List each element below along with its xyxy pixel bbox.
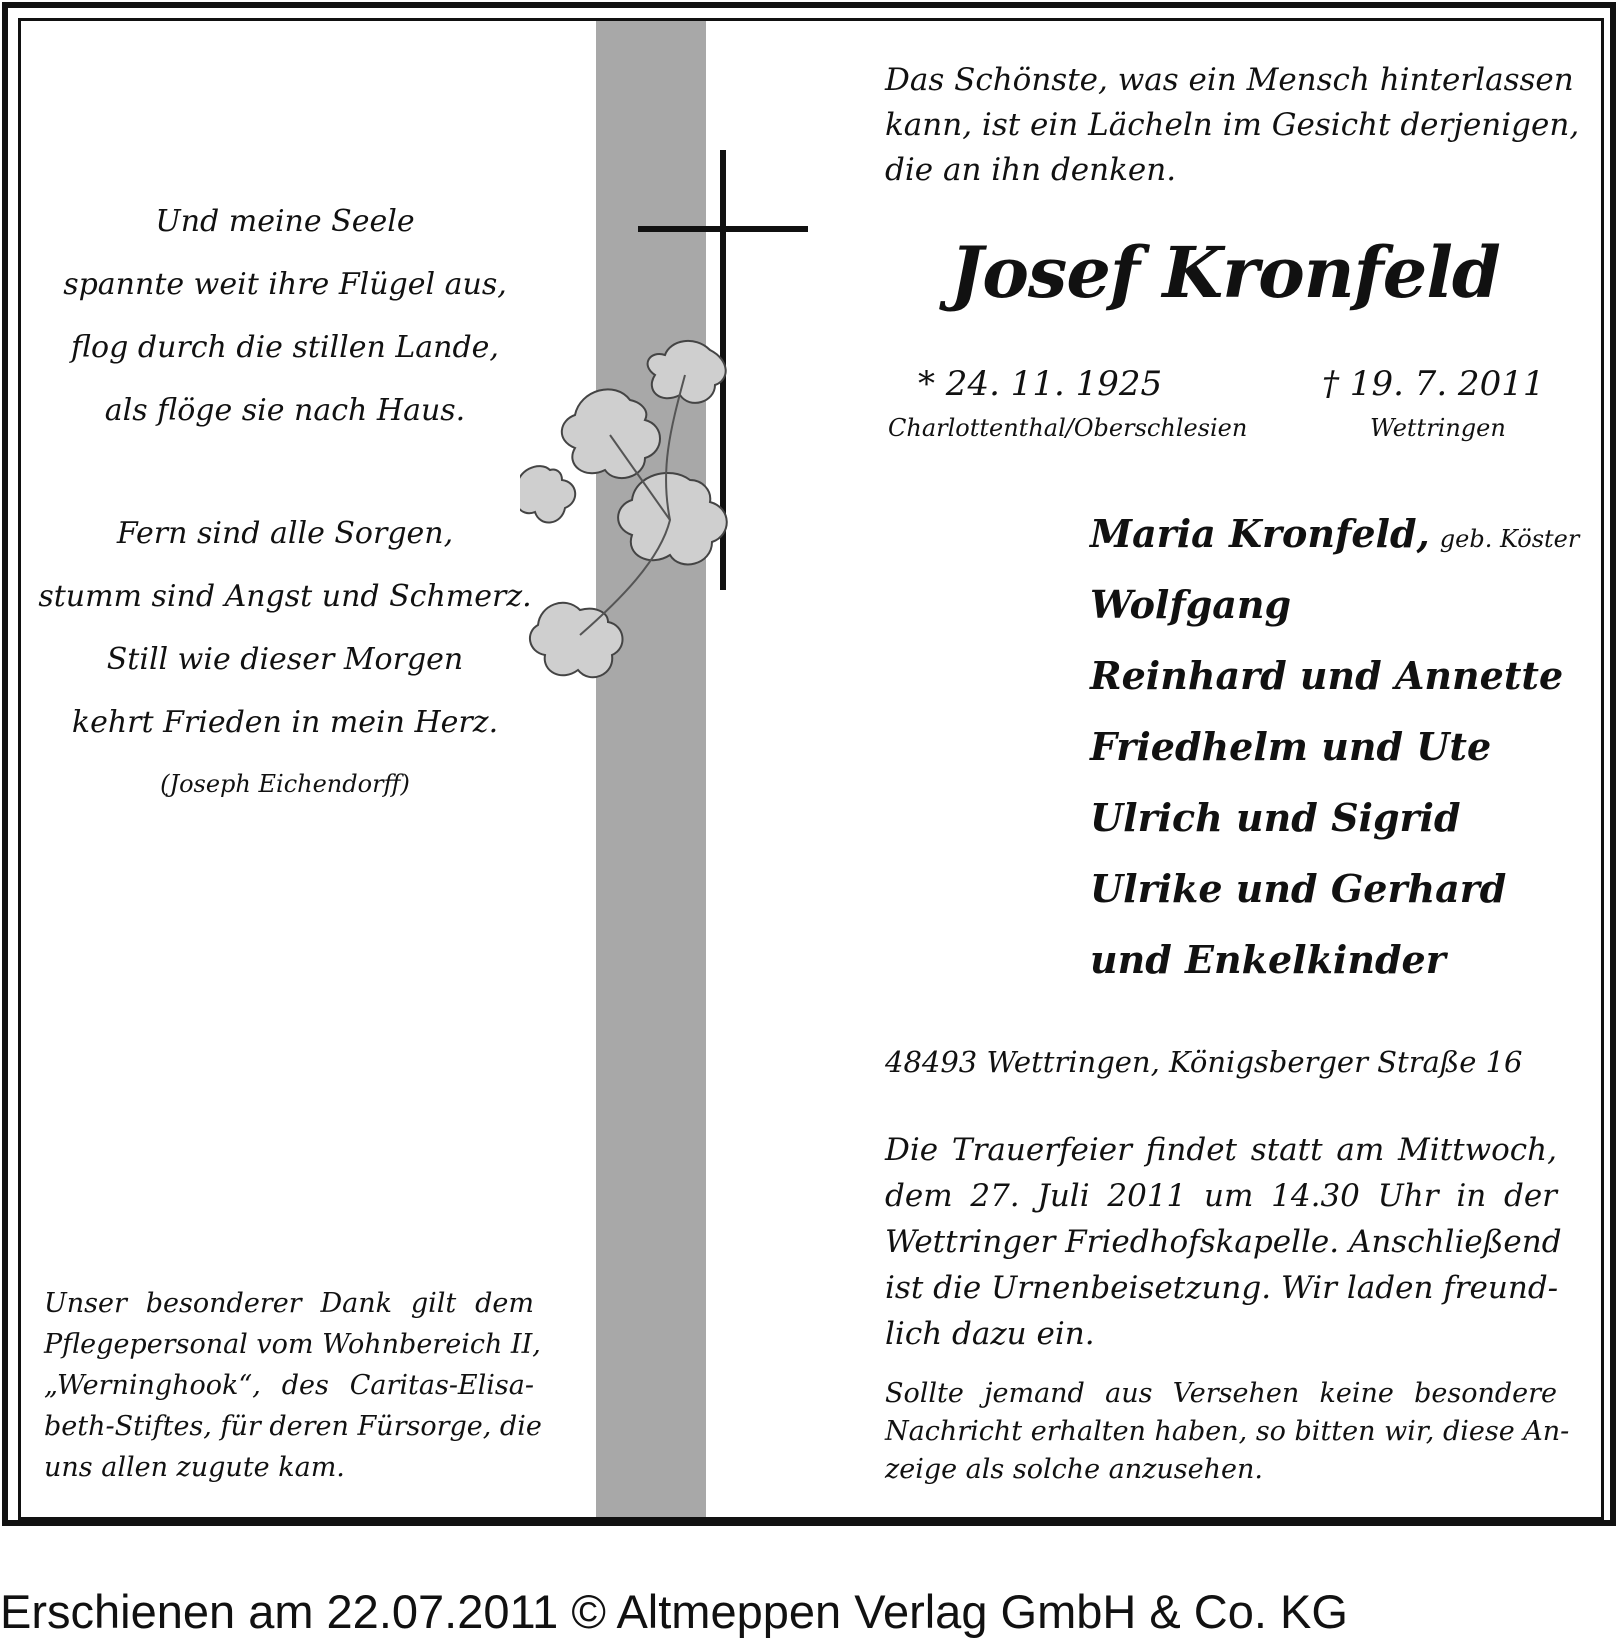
notice-line: Nachricht erhalten haben, so bitten wir, diese An- bbox=[885, 1416, 1570, 1447]
ceremony-paragraph bbox=[885, 1127, 1562, 1357]
mourner-line: und Enkelkinder bbox=[1090, 937, 1446, 982]
poem-line: Fern sind alle Sorgen, bbox=[116, 516, 454, 551]
ceremony-line: ist die Urnenbeisetzung. Wir laden freund- bbox=[885, 1270, 1559, 1306]
death-date: † 19. 7. 2011 bbox=[1322, 364, 1545, 404]
address: 48493 Wettringen, Königsberger Straße 16 bbox=[885, 1045, 1523, 1079]
deceased-name: Josef Kronfeld bbox=[950, 231, 1500, 314]
poem-author: (Joseph Eichendorff) bbox=[160, 770, 410, 798]
notice-line: Sollte jemand aus Versehen keine besondere bbox=[885, 1378, 1557, 1409]
death-place: Wettringen bbox=[1370, 414, 1506, 442]
thanks-paragraph bbox=[44, 1283, 542, 1488]
mourner-line bbox=[1090, 498, 1610, 569]
thanks-line: uns allen zugute kam. bbox=[44, 1452, 345, 1483]
poem-line: stumm sind Angst und Schmerz. bbox=[38, 579, 532, 614]
ivy-leaves-icon bbox=[520, 341, 727, 677]
mourners-list bbox=[1090, 498, 1610, 995]
thanks-line: beth-Stiftes, für deren Fürsorge, die bbox=[44, 1411, 542, 1442]
mourner-line: Ulrike und Gerhard bbox=[1090, 866, 1507, 911]
poem-line: spannte weit ihre Flügel aus, bbox=[63, 267, 507, 302]
quote-line: kann, ist ein Lächeln im Gesicht derjenigen, bbox=[885, 107, 1580, 143]
mourner-line: Ulrich und Sigrid bbox=[1090, 795, 1461, 840]
mourner-line: Friedhelm und Ute bbox=[1090, 724, 1492, 769]
poem-line: Still wie dieser Morgen bbox=[106, 642, 464, 677]
mourner-line: Reinhard und Annette bbox=[1090, 653, 1564, 698]
poem bbox=[30, 190, 540, 754]
poem-line: als flöge sie nach Haus. bbox=[104, 393, 466, 428]
publication-footer: Erschienen am 22.07.2011 © Altmeppen Verlag GmbH & Co. KG bbox=[0, 1585, 1348, 1638]
ceremony-line: Wettringer Friedhofskapelle. Anschließend bbox=[885, 1224, 1562, 1260]
cross-icon bbox=[520, 140, 820, 800]
mourner-nee: geb. Köster bbox=[1439, 525, 1580, 553]
notice-paragraph bbox=[885, 1375, 1570, 1489]
quote-line: Das Schönste, was ein Mensch hinterlassen bbox=[885, 62, 1574, 98]
quote bbox=[885, 58, 1580, 193]
ceremony-line: dem 27. Juli 2011 um 14.30 Uhr in der bbox=[885, 1178, 1557, 1214]
ceremony-line: lich dazu ein. bbox=[885, 1316, 1095, 1352]
ceremony-line: Die Trauerfeier findet statt am Mittwoch, bbox=[885, 1132, 1557, 1168]
mourner-line: Wolfgang bbox=[1090, 582, 1292, 627]
thanks-line: „Werninghook“, des Caritas-Elisa- bbox=[44, 1370, 534, 1401]
notice-line: zeige als solche anzusehen. bbox=[885, 1454, 1263, 1485]
poem-line: kehrt Frieden in mein Herz. bbox=[71, 705, 499, 740]
birth-place: Charlottenthal/Oberschlesien bbox=[888, 414, 1248, 442]
thanks-line: Pflegepersonal vom Wohnbereich II, bbox=[44, 1329, 541, 1360]
quote-line: die an ihn denken. bbox=[885, 152, 1177, 188]
mourner-name: Maria Kronfeld, bbox=[1090, 511, 1430, 556]
birth-date: * 24. 11. 1925 bbox=[918, 364, 1163, 404]
thanks-line: Unser besonderer Dank gilt dem bbox=[44, 1288, 534, 1319]
poem-line: Und meine Seele bbox=[155, 204, 415, 239]
poem-line: flog durch die stillen Lande, bbox=[71, 330, 499, 365]
